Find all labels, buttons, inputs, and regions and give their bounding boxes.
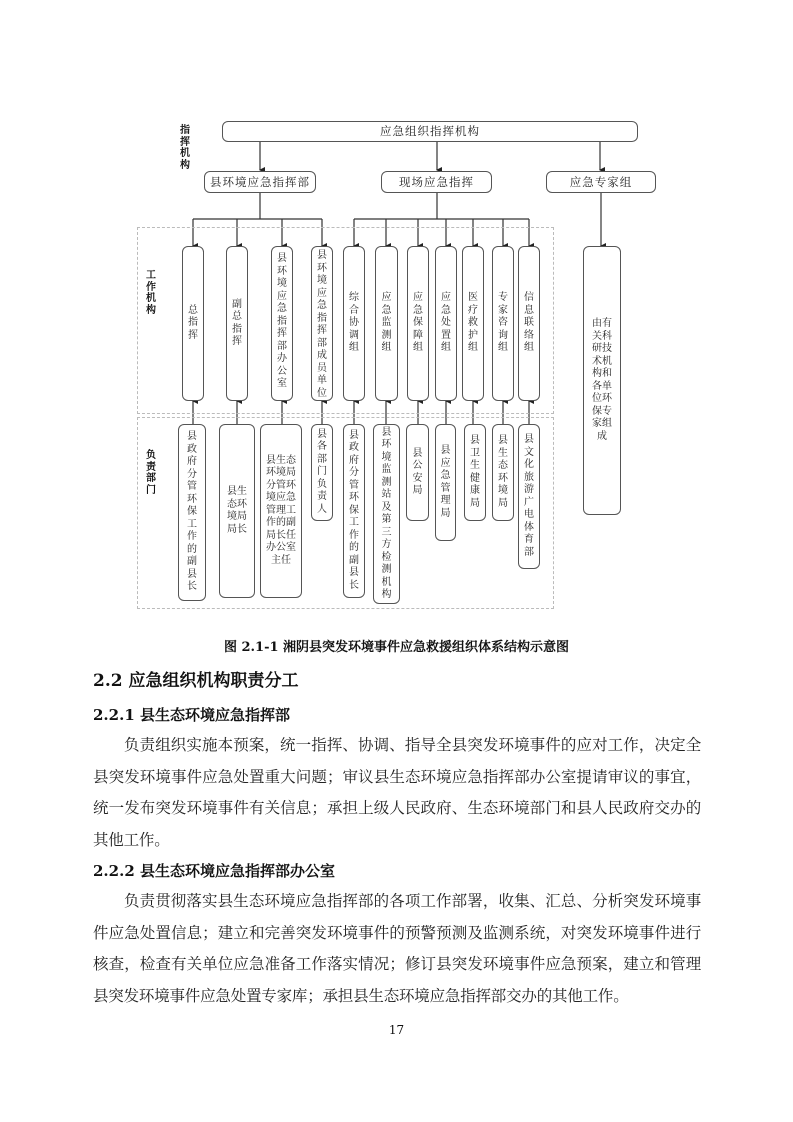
- responsible-unit-label: 县各部门负责人: [317, 428, 327, 515]
- responsible-unit-label: 县公安局: [412, 447, 423, 496]
- county-command-node: [204, 171, 316, 193]
- onsite-command-node: [381, 171, 492, 193]
- work-unit-label: 应急保障组: [413, 292, 423, 354]
- section-2-2-2-body: 负责贯彻落实县生态环境应急指挥部的各项工作部署，收集、汇总、分析突发环境事件应急处置信息；建立和完善突发环境事件的预警预测及监测系统，对突发环境事件进行核查，检查有关单位应急准备工作落实情况；修订县突发环境事件应急预案，建立和管理县突发环境事件应急处置专家库；承担县生态环境应急指挥部交办的其他工作。: [93, 892, 701, 1005]
- section-2-2-1-body: 负责组织实施本预案，统一指挥、协调、指导全县突发环境事件的应对工作，决定全县突发环境事件应急处置重大问题；审议县生态环境应急指挥部办公室提请审议的事宜，统一发布突发环境事件有关信息；承担上级人民政府、生态环境部门和县人民政府交办的其他工作。: [93, 736, 701, 849]
- onsite-command-label: 现场应急指挥: [399, 174, 474, 189]
- work-unit: [492, 246, 514, 401]
- work-unit: [343, 246, 365, 401]
- responsible-unit-label: 县文化旅游广电体育部: [524, 434, 534, 558]
- responsible-unit: [464, 424, 486, 521]
- work-unit: [271, 246, 293, 401]
- work-unit-label: 副总指挥: [232, 298, 242, 347]
- work-unit-label: 应急处置组: [441, 292, 451, 354]
- page-number: 17: [388, 1023, 405, 1037]
- work-unit-label: 综合协调组: [349, 292, 359, 354]
- side-label-command: 指挥机构: [180, 125, 190, 171]
- figure-caption: 图 2.1-1 湘阴县突发环境事件应急救援组织体系结构示意图: [223, 640, 570, 655]
- section-2-2-2-title: 2.2.2 县生态环境应急指挥部办公室: [93, 862, 335, 880]
- responsible-unit-label: 县应急管理局: [440, 445, 451, 519]
- side-label-work: 工作机构: [146, 270, 156, 316]
- responsible-unit-label: 县环境监测站及第三方检测机构: [381, 426, 392, 600]
- work-unit: [518, 246, 540, 401]
- responsible-unit: [518, 424, 540, 569]
- work-unit-label: 医疗救护组: [468, 292, 478, 354]
- responsible-unit-label: 县卫生健康局: [470, 435, 480, 509]
- responsible-unit: [435, 424, 456, 541]
- work-unit-label: 总指挥: [188, 304, 198, 341]
- responsible-unit: [178, 424, 206, 601]
- expert-group-label: 应急专家组: [569, 174, 633, 189]
- responsible-unit: [260, 424, 302, 598]
- work-unit-label: 信息联络组: [524, 292, 534, 354]
- section-2-2-title: 2.2 应急组织机构职责分工: [93, 671, 299, 691]
- responsible-unit-label: 县政府分管环保工作的副县长: [187, 431, 197, 593]
- responsible-unit-label: 县政府分管环保工作的副县长: [349, 429, 359, 591]
- responsible-unit: [373, 424, 400, 604]
- responsible-unit: [219, 424, 255, 598]
- work-unit: [435, 246, 457, 401]
- work-unit: [311, 246, 333, 401]
- work-unit-label: 应急监测组: [381, 292, 392, 354]
- responsible-unit-label: 县生态环境局局长: [227, 486, 247, 535]
- work-unit: [375, 246, 398, 401]
- section-2-2-1-title: 2.2.1 县生态环境应急指挥部: [93, 706, 290, 724]
- responsible-unit: [343, 424, 365, 598]
- expert-group-node: [546, 171, 656, 193]
- root-label: 应急组织指挥机构: [380, 124, 480, 139]
- county-command-label: 县环境应急指挥部: [210, 174, 310, 189]
- responsible-unit-label: 县生态环境局分管环境应急管理工作的副局长任办公室主任: [266, 454, 296, 566]
- side-label-responsible: 负责部门: [146, 450, 156, 496]
- work-unit: [226, 246, 248, 401]
- responsible-unit: [311, 424, 333, 521]
- responsible-unit-label: 县生态环境局: [498, 435, 508, 509]
- root-node: [222, 121, 638, 142]
- expert-detail-box: [583, 246, 621, 515]
- responsible-unit: [492, 424, 514, 521]
- work-unit: [407, 246, 429, 401]
- work-unit-label: 县环境应急指挥部成员单位: [317, 250, 327, 399]
- expert-detail-label: 由有关科研技术机构和各单位环保专家组成: [592, 318, 612, 442]
- work-unit-label: 县环境应急指挥部办公室: [277, 253, 287, 389]
- work-unit: [462, 246, 484, 401]
- work-unit-label: 专家咨询组: [498, 292, 508, 354]
- work-unit: [182, 246, 204, 401]
- responsible-unit: [406, 424, 429, 521]
